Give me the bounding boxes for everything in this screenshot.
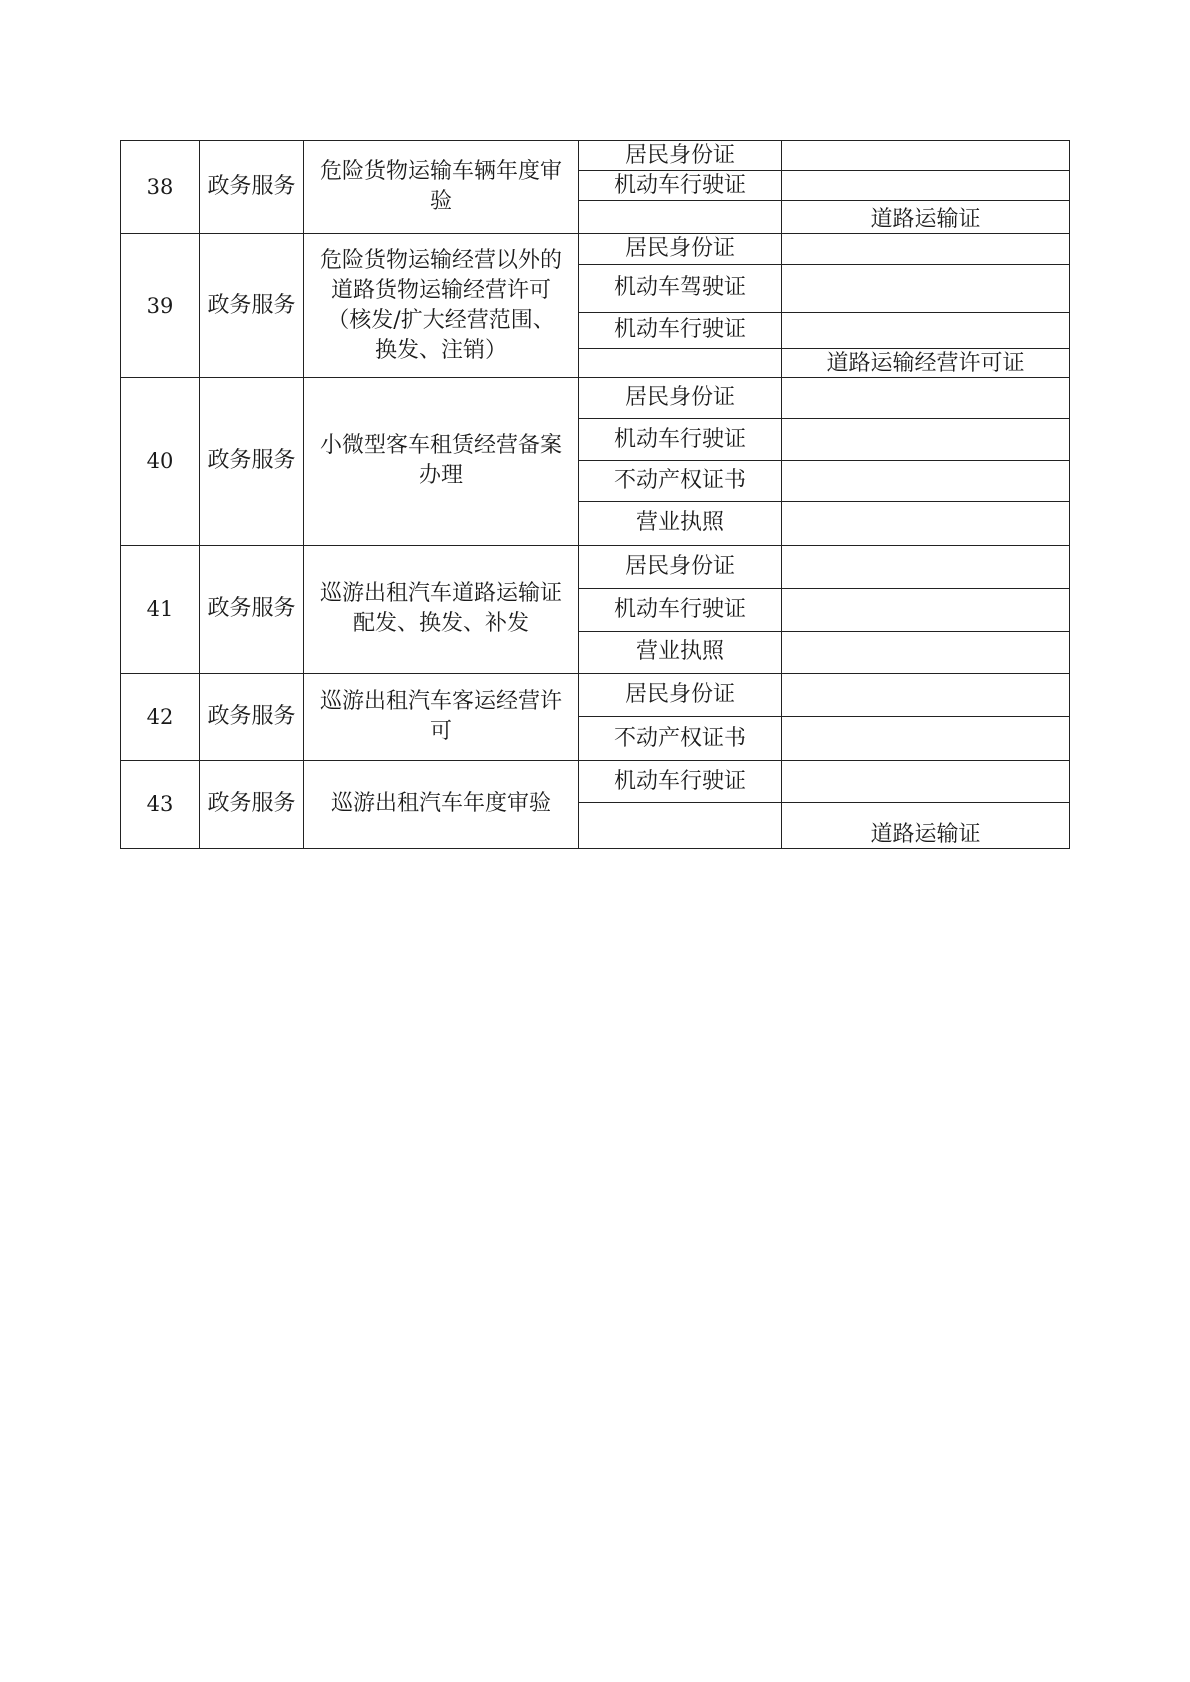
service-name-line: 巡游出租汽车年度审验 bbox=[330, 791, 551, 817]
required-document-cell: 营业执照 bbox=[579, 502, 782, 545]
required-document-cell: 机动车驾驶证 bbox=[579, 265, 782, 313]
service-name-line: 危险货物运输经营以外的 bbox=[319, 247, 562, 273]
required-document-cell bbox=[579, 349, 782, 378]
license-cell bbox=[782, 141, 1070, 171]
required-document-cell: 不动产权证书 bbox=[579, 717, 782, 760]
required-document-cell: 居民身份证 bbox=[579, 545, 782, 588]
item-number: 41 bbox=[121, 545, 200, 673]
item-number: 42 bbox=[121, 673, 200, 760]
license-cell bbox=[782, 631, 1070, 673]
license-cell bbox=[782, 265, 1070, 313]
service-materials-table bbox=[120, 140, 1070, 849]
table-row bbox=[121, 234, 1070, 265]
license-cell: 道路运输经营许可证 bbox=[782, 349, 1070, 378]
category-cell: 政务服务 bbox=[200, 377, 304, 545]
item-number: 43 bbox=[121, 760, 200, 848]
license-cell bbox=[782, 234, 1070, 265]
required-document-cell: 居民身份证 bbox=[579, 673, 782, 716]
table-row bbox=[121, 673, 1070, 716]
required-document-cell: 居民身份证 bbox=[579, 377, 782, 418]
item-number: 38 bbox=[121, 141, 200, 234]
required-document-cell: 不动产权证书 bbox=[579, 460, 782, 501]
license-cell bbox=[782, 312, 1070, 348]
required-document-cell: 机动车行驶证 bbox=[579, 419, 782, 460]
license-cell: 道路运输证 bbox=[782, 803, 1070, 849]
required-document-cell bbox=[579, 201, 782, 234]
category-cell: 政务服务 bbox=[200, 141, 304, 234]
service-name-line: 小微型客车租赁经营备案 bbox=[319, 433, 562, 459]
service-name-line: 验 bbox=[429, 189, 452, 215]
category-cell: 政务服务 bbox=[200, 234, 304, 378]
service-name-cell bbox=[304, 545, 579, 673]
service-name-line: 巡游出租汽车客运经营许 bbox=[319, 688, 562, 714]
license-cell bbox=[782, 673, 1070, 716]
required-document-cell: 居民身份证 bbox=[579, 141, 782, 171]
license-cell bbox=[782, 460, 1070, 501]
service-name-line: 巡游出租汽车道路运输证 bbox=[319, 581, 562, 607]
required-document-cell: 机动车行驶证 bbox=[579, 312, 782, 348]
required-document-cell: 营业执照 bbox=[579, 631, 782, 673]
service-name-cell bbox=[304, 141, 579, 234]
service-name-line: 办理 bbox=[418, 463, 463, 489]
table-row bbox=[121, 545, 1070, 588]
category-cell: 政务服务 bbox=[200, 760, 304, 848]
service-name-cell bbox=[304, 673, 579, 760]
license-cell bbox=[782, 171, 1070, 201]
service-name-line: 换发、注销） bbox=[374, 337, 507, 363]
license-cell bbox=[782, 419, 1070, 460]
required-document-cell: 机动车行驶证 bbox=[579, 760, 782, 802]
service-name-line: （核发/扩大经营范围、 bbox=[327, 307, 555, 333]
table-row bbox=[121, 141, 1070, 171]
license-cell bbox=[782, 717, 1070, 760]
table-body bbox=[121, 141, 1070, 849]
service-name-line: 道路货物运输经营许可 bbox=[330, 277, 551, 303]
required-document-cell: 机动车行驶证 bbox=[579, 589, 782, 631]
item-number: 39 bbox=[121, 234, 200, 378]
table-row bbox=[121, 377, 1070, 418]
license-cell bbox=[782, 589, 1070, 631]
service-name-line: 危险货物运输车辆年度审 bbox=[319, 159, 562, 185]
license-cell bbox=[782, 502, 1070, 545]
service-name-cell bbox=[304, 760, 579, 848]
category-cell: 政务服务 bbox=[200, 545, 304, 673]
required-document-cell: 居民身份证 bbox=[579, 234, 782, 265]
service-name-cell bbox=[304, 377, 579, 545]
category-cell: 政务服务 bbox=[200, 673, 304, 760]
item-number: 40 bbox=[121, 377, 200, 545]
license-cell: 道路运输证 bbox=[782, 201, 1070, 234]
required-document-cell: 机动车行驶证 bbox=[579, 171, 782, 201]
license-cell bbox=[782, 377, 1070, 418]
service-name-cell bbox=[304, 234, 579, 378]
service-name-line: 配发、换发、补发 bbox=[352, 611, 529, 637]
service-name-line: 可 bbox=[429, 718, 452, 744]
license-cell bbox=[782, 545, 1070, 588]
required-document-cell bbox=[579, 803, 782, 849]
license-cell bbox=[782, 760, 1070, 802]
table-row bbox=[121, 760, 1070, 802]
